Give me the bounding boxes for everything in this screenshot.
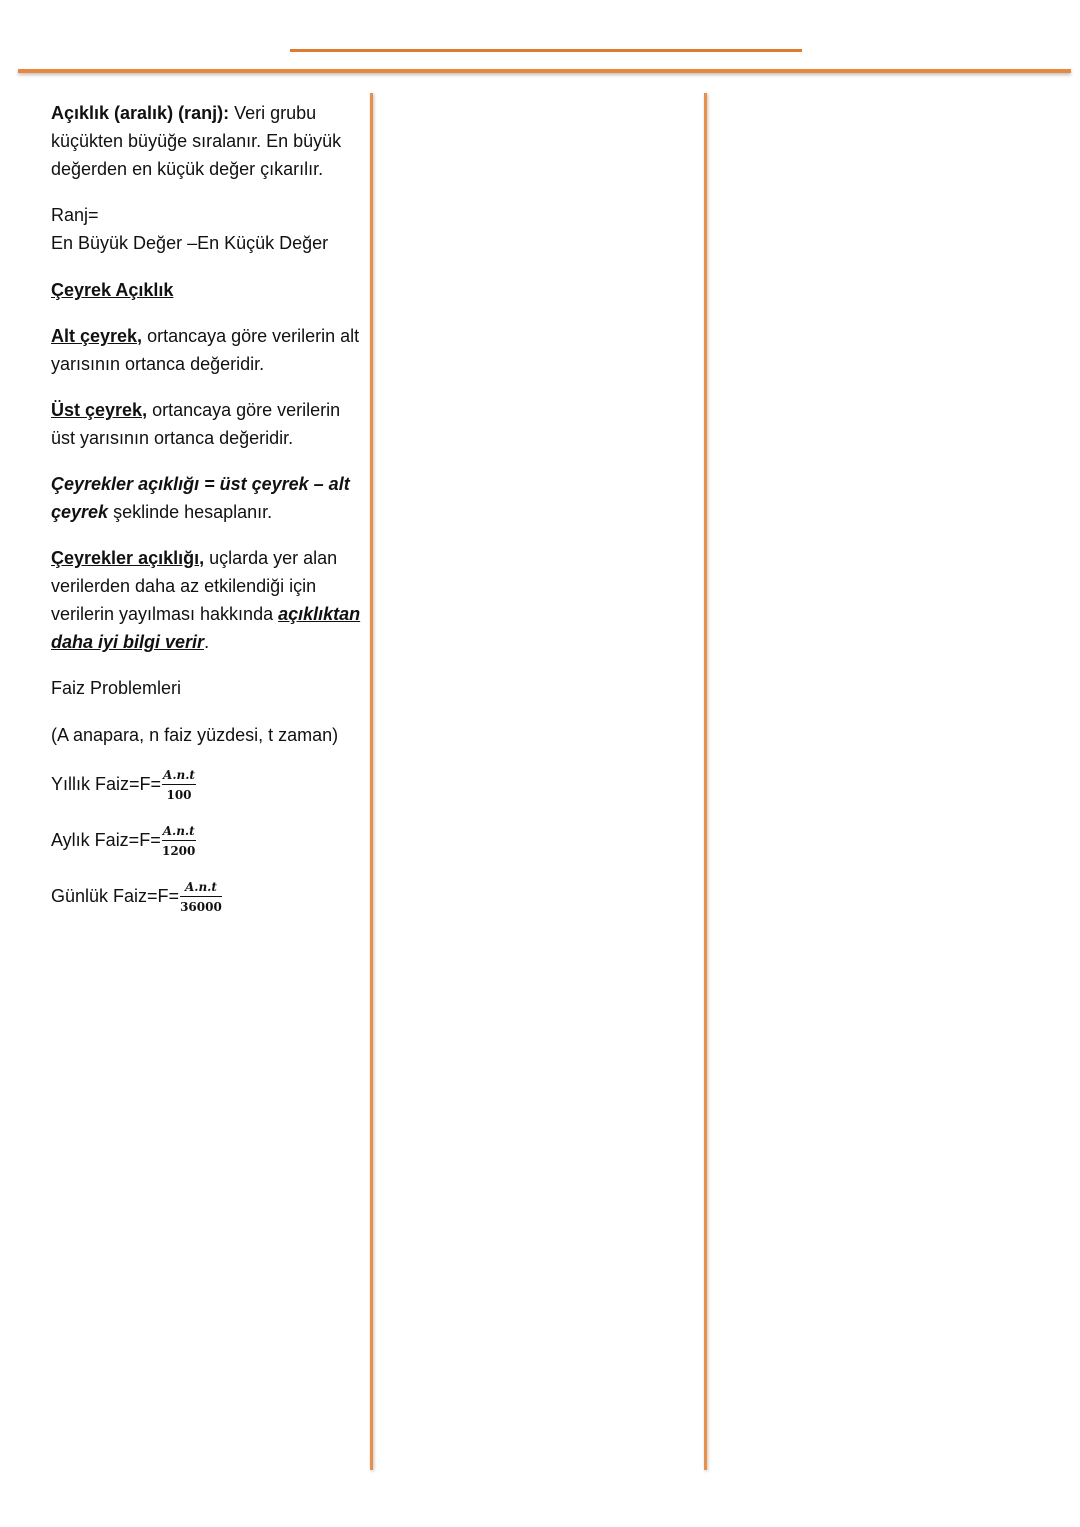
lower-quartile bbox=[51, 322, 369, 378]
denominator: 1200 bbox=[161, 844, 196, 858]
daily-interest-formula bbox=[51, 880, 369, 914]
quartile-heading: Çeyrek Açıklık bbox=[51, 280, 174, 300]
range-definition bbox=[51, 99, 369, 183]
denominator: 36000 bbox=[180, 900, 222, 914]
interest-heading: Faiz Problemleri bbox=[51, 678, 182, 698]
numerator: A.n.t bbox=[162, 824, 196, 841]
lower-title: Alt çeyrek, bbox=[51, 326, 143, 346]
iqr-formula-paragraph bbox=[51, 470, 369, 526]
iqr-explanation bbox=[51, 544, 369, 656]
formula-label: Yıllık Faiz=F= bbox=[51, 773, 162, 794]
iqr-text: şeklinde hesaplanır. bbox=[108, 502, 273, 522]
fraction bbox=[162, 768, 196, 802]
interest-legend: (A anapara, n faiz yüzdesi, t zaman) bbox=[51, 725, 339, 745]
range-text: Veri grubu küçükten büyüğe sıralanır. En büyük değerden en küçük değer çıkarılır. bbox=[51, 103, 342, 179]
numerator: A.n.t bbox=[180, 880, 222, 897]
upper-quartile bbox=[51, 396, 369, 452]
ranj-formula: En Büyük Değer –En Küçük Değer bbox=[51, 233, 329, 253]
fraction bbox=[162, 824, 196, 858]
column-divider-1 bbox=[370, 93, 373, 1470]
ranj-block bbox=[51, 201, 369, 257]
fraction bbox=[180, 880, 222, 914]
header-top-rule bbox=[290, 49, 802, 52]
range-title: Açıklık (aralık) (ranj): bbox=[51, 103, 230, 123]
iqr2-end: . bbox=[204, 632, 210, 652]
iqr2-emphasis: açıklıktan daha iyi bilgi verir bbox=[51, 604, 361, 652]
upper-title: Üst çeyrek, bbox=[51, 400, 148, 420]
column-divider-2 bbox=[704, 93, 707, 1470]
lower-text: ortancaya göre verilerin alt yarısının ortanca değeridir. bbox=[51, 326, 360, 374]
formula-label: Günlük Faiz=F= bbox=[51, 885, 180, 906]
formula-label: Aylık Faiz=F= bbox=[51, 829, 161, 850]
iqr2-title: Çeyrekler açıklığı, bbox=[51, 548, 205, 568]
yearly-interest-formula bbox=[51, 768, 369, 802]
upper-text: ortancaya göre verilerin üst yarısının ortanca değeridir. bbox=[51, 400, 341, 448]
monthly-interest-formula bbox=[51, 824, 369, 858]
iqr-formula: Çeyrekler açıklığı = üst çeyrek – alt çeyrek bbox=[51, 474, 350, 522]
numerator: A.n.t bbox=[162, 768, 196, 785]
ranj-label: Ranj= bbox=[51, 205, 99, 225]
header-rule bbox=[18, 69, 1071, 73]
iqr2-text: uçlarda yer alan verilerden daha az etkilendiği için verilerin yayılması hakkında bbox=[51, 548, 338, 624]
denominator: 100 bbox=[166, 788, 192, 802]
